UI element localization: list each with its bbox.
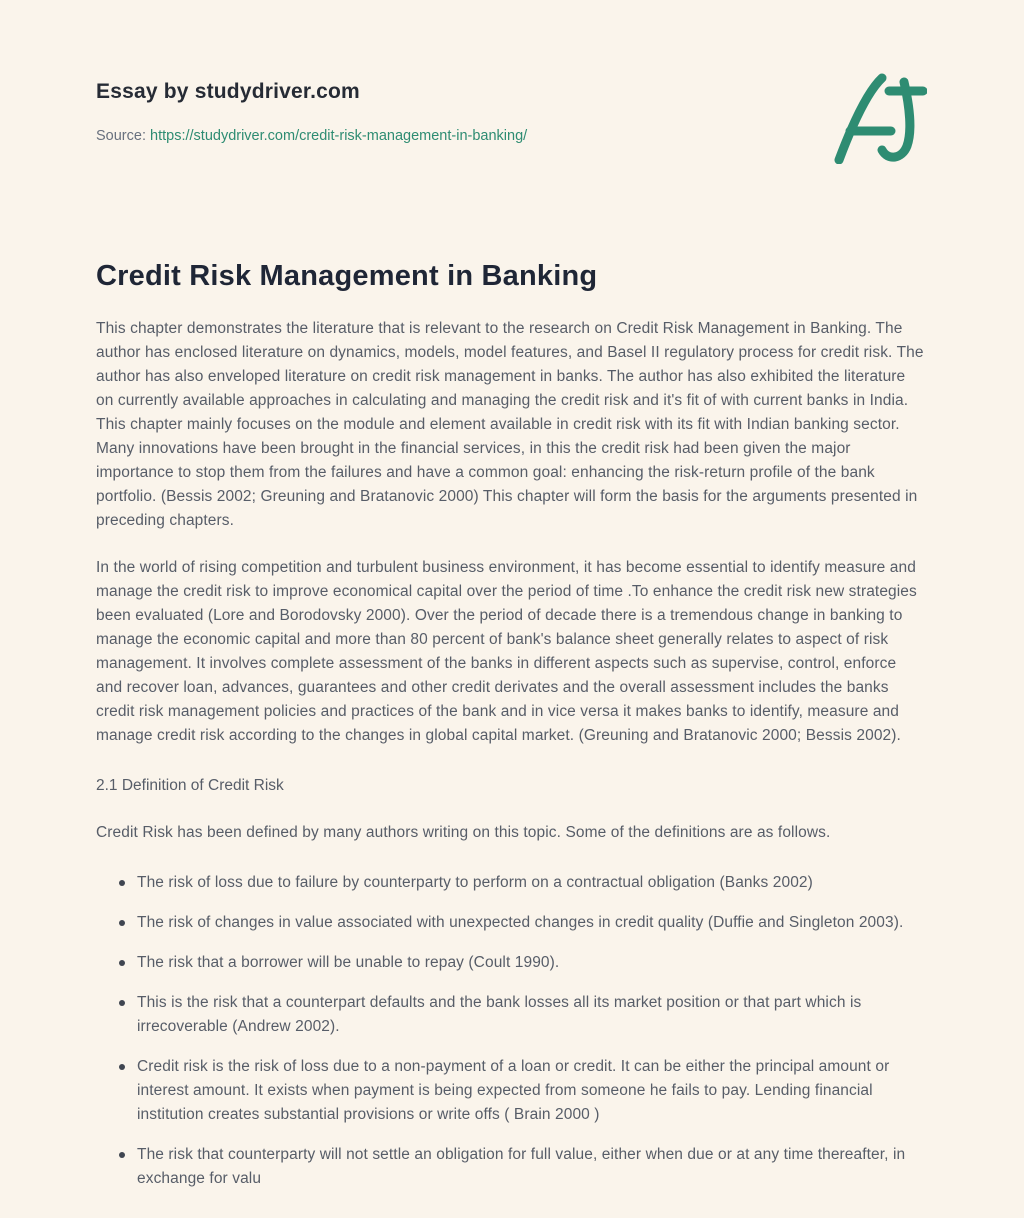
paragraph-intro-1: This chapter demonstrates the literature that is relevant to the research on Credit Risk Management in Banking. The author has enclosed literature on dynamics, models, model features, and Basel II regulatory process for credit risk. The author has also enveloped literature on credit risk management in banks. The author has also exhibited the literature on currently available approaches in calculating and managing the credit risk and it's fit of with current banks in India. This chapter mainly focuses on the module and element available in credit risk with its fit with Indian banking sector. Many innovations have been brought in the financial services, in this the credit risk had been given the major importance to stop them from the failures and have a common goal: enhancing the risk-return profile of the bank portfolio. (Bessis 2002; Greuning and Bratanovic 2000) This chapter will form the basis for the arguments presented in preceding chapters. bbox=[96, 320, 924, 529]
definitions-list bbox=[96, 871, 924, 1191]
source-link[interactable]: https://studydriver.com/credit-risk-management-in-banking/ bbox=[150, 128, 528, 144]
source-line bbox=[96, 126, 924, 146]
list-item bbox=[96, 951, 924, 975]
bullet-text: The risk of changes in value associated with unexpected changes in credit quality (Duffie and Singleton 2003). bbox=[137, 914, 904, 931]
list-item bbox=[96, 1055, 924, 1127]
bullet-text: This is the risk that a counterpart defaults and the bank losses all its market position or that part which is irrecoverable (Andrew 2002). bbox=[137, 994, 862, 1035]
article bbox=[96, 258, 924, 1191]
list-item bbox=[96, 1143, 924, 1191]
bullet-text: The risk of loss due to failure by counterparty to perform on a contractual obligation (Banks 2002) bbox=[137, 874, 813, 891]
bullet-icon bbox=[119, 1000, 125, 1006]
bullet-icon bbox=[119, 1152, 125, 1158]
bullet-icon bbox=[119, 1064, 125, 1070]
page-header bbox=[96, 78, 924, 146]
paragraph-definitions-intro: Credit Risk has been defined by many authors writing on this topic. Some of the definitions are as follows. bbox=[96, 824, 831, 841]
bullet-text: Credit risk is the risk of loss due to a non-payment of a loan or credit. It can be either the principal amount or interest amount. It exists when payment is being expected from someone he fails to pay. Lending financial institution creates substantial provisions or write offs ( Brain 2000 ) bbox=[137, 1058, 890, 1123]
bullet-text: The risk that a borrower will be unable to repay (Coult 1990). bbox=[137, 954, 560, 971]
section-heading-definition: 2.1 Definition of Credit Risk bbox=[96, 777, 284, 794]
essay-byline: Essay by studydriver.com bbox=[96, 80, 360, 103]
studydriver-logo-icon bbox=[827, 70, 927, 164]
bullet-icon bbox=[119, 880, 125, 886]
bullet-icon bbox=[119, 920, 125, 926]
bullet-icon bbox=[119, 960, 125, 966]
paragraph-intro-2: In the world of rising competition and turbulent business environment, it has become essential to identify measure and manage the credit risk to improve economical capital over the period of time .To enhance the credit risk new strategies been evaluated (Lore and Borodovsky 2000). Over the period of decade there is a tremendous change in banking to manage the economic capital and more than 80 percent of bank's balance sheet generally relates to aspect of risk management. It involves complete assessment of the banks in different aspects such as supervise, control, enforce and recover loan, advances, guarantees and other credit derivates and the overall assessment includes the banks credit risk management policies and practices of the bank and in vice versa it makes banks to identify, measure and manage credit risk according to the changes in global capital market. (Greuning and Bratanovic 2000; Bessis 2002). bbox=[96, 559, 917, 744]
source-label: Source: bbox=[96, 128, 146, 144]
bullet-text: The risk that counterparty will not settle an obligation for full value, either when due or at any time thereafter, in exchange for valu bbox=[137, 1146, 906, 1187]
list-item bbox=[96, 871, 924, 895]
list-item bbox=[96, 991, 924, 1039]
article-title: Credit Risk Management in Banking bbox=[96, 260, 598, 292]
list-item bbox=[96, 911, 924, 935]
